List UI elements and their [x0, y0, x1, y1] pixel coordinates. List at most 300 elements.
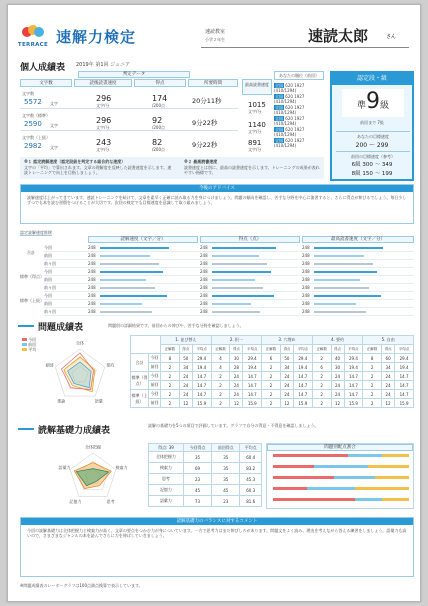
speed-row-value: 248 [302, 245, 310, 250]
distribution-segment [355, 498, 382, 501]
judge-row-2 [20, 111, 238, 131]
speed-row-value: 248 [302, 277, 310, 282]
speed-trend-row [44, 284, 414, 292]
speed-bar [100, 287, 155, 289]
cert-level [342, 89, 404, 117]
pt-row [131, 381, 414, 390]
cert-box [330, 71, 414, 181]
speed-row-value: 248 [200, 293, 208, 298]
distribution-segment [314, 465, 368, 468]
speed-row-value: 248 [302, 269, 310, 274]
pt-cell: 6 [262, 354, 281, 363]
legend-now: 今回 [22, 337, 36, 342]
max-speed-2: 1140 [248, 121, 266, 129]
pt-cell: 34 [179, 363, 192, 372]
range-label: 前回の目標速度（参考） [336, 151, 410, 159]
chars-unit: 文字 [50, 145, 58, 150]
header-underline [201, 47, 409, 48]
basic-radar-chart [48, 441, 138, 511]
rank-line: 全国 620 1927 (410/1294) [274, 94, 305, 104]
rank-line: 全国 620 1927 (410/1294) [274, 105, 305, 115]
pt-cell: 29.4 [192, 354, 211, 363]
speed-bar [212, 303, 251, 305]
bt-prev: 45 [212, 485, 240, 496]
speed-row-value: 248 [200, 309, 208, 314]
bt-row [149, 496, 262, 507]
speed-col-1: 読解速度（文字／分） [88, 236, 198, 243]
pt-cell: 14.7 [395, 372, 414, 381]
bt-now: 23 [183, 474, 211, 485]
pt-sub-head: 平均点 [192, 345, 211, 354]
speed-group-label: 合計 [27, 250, 35, 255]
max-speed-3: 891 [248, 139, 262, 147]
speed-value: 296 [96, 116, 112, 125]
note-right-head: ※２ 最高読書速度 [184, 159, 218, 164]
pt-cell: 2 [211, 372, 230, 381]
pt-cell: 34 [382, 363, 395, 372]
speed-trend-rows [20, 244, 414, 316]
pt-label: 前回 [149, 363, 161, 372]
score-unit: /200点 [152, 147, 165, 152]
pt-cell: 15.9 [395, 399, 414, 408]
pt-cell: 12 [331, 399, 344, 408]
footer-note: ※問題成績表のレーダーグラフは100点満点換算で表示しています。 [20, 583, 143, 588]
pt-sub-head: 平均点 [243, 345, 262, 354]
speed-bar [100, 279, 146, 281]
pt-cell: 40 [331, 354, 344, 363]
rank-line: 全国 620 1927 (410/1294) [274, 83, 305, 93]
speed-bar [314, 303, 356, 305]
speed-row-value: 248 [302, 261, 310, 266]
bt-head: 平均点 [240, 444, 262, 452]
speed-bar [314, 287, 369, 289]
pt-cell: 2 [363, 390, 382, 399]
pt-cell: 19.4 [243, 363, 262, 372]
pt-cell: 24 [230, 390, 243, 399]
pt-cell: 12 [179, 399, 192, 408]
speed-bar [212, 279, 255, 281]
note-left-head: ※１ 認定読解速度（認定段級を判定する総合的な速度） [24, 159, 126, 164]
chars-unit: 文字 [50, 101, 58, 106]
rank-list [274, 83, 324, 149]
student-name: 速読太郎 [308, 27, 369, 45]
pt-cell: 29.4 [293, 354, 312, 363]
pt-cell: 14.7 [243, 381, 262, 390]
advice-title: 今後のアドバイス [21, 185, 413, 192]
pt-cell: 12 [230, 399, 243, 408]
school-grade: 小学２年生 [205, 37, 225, 42]
speed-row-label: 前々回 [44, 285, 56, 290]
speed-row-label: 今回 [44, 293, 52, 298]
speed-bar [212, 255, 259, 257]
max-speed-unit: 文字/分 [248, 129, 262, 134]
bt-name: 記憶力 [149, 485, 184, 496]
note-left-body: 文字の「平均」で算出されます。文章の理解度を反映した読書速度を示します。速読トレーニングで向上を目指しましょう。 [24, 165, 172, 175]
speed-row-value: 248 [88, 309, 96, 314]
speed-value: 296 [96, 94, 112, 103]
max-speed-header: 最高読書速度 [242, 79, 272, 95]
problem-radar [20, 335, 126, 411]
pt-cell: 2 [312, 381, 331, 390]
pt-cell: 24 [331, 390, 344, 399]
speed-row-value: 248 [200, 245, 208, 250]
speed-col-2: 得点（点） [200, 236, 300, 243]
pt-cell: 2 [262, 381, 281, 390]
distribution-box [266, 443, 414, 509]
speed-col-3: 最高読書速度（文字／分） [302, 236, 414, 243]
speed-row-value: 248 [200, 277, 208, 282]
pt-sub-head: 得点 [179, 345, 192, 354]
speed-row-label: 前回 [44, 277, 52, 282]
bt-row [149, 485, 262, 496]
pt-sub-head: 得点 [280, 345, 293, 354]
pt-cell: 29.4 [395, 354, 414, 363]
bt-head: 前回得点 [212, 444, 240, 452]
bt-head: 今回得点 [183, 444, 211, 452]
pt-sub-head: 得点 [382, 345, 395, 354]
speed-bar [212, 271, 271, 273]
pt-row [131, 363, 414, 372]
pt-cell: 15.9 [344, 399, 363, 408]
speed-row-value: 248 [88, 245, 96, 250]
judge-row-3 [20, 133, 238, 153]
student-honorific: さん [386, 34, 397, 40]
distribution-segment [273, 498, 355, 501]
pt-group: 合計 [131, 354, 149, 372]
chars-unit: 文字 [50, 123, 58, 128]
distribution-segment [375, 476, 409, 479]
pt-cell: 29.4 [344, 354, 363, 363]
pt-cell: 50 [280, 354, 293, 363]
speed-bar [100, 247, 169, 249]
judge-header: 判定データ [78, 71, 190, 78]
speed-row-value: 248 [88, 293, 96, 298]
legend-avg: 平均 [22, 347, 36, 352]
advice-box [20, 184, 414, 224]
pt-cell: 14.7 [192, 381, 211, 390]
pt-cell: 24 [382, 372, 395, 381]
pt-row [131, 399, 414, 408]
distribution-segment [348, 454, 382, 457]
speed-bar [314, 247, 383, 249]
pt-cell: 19.4 [344, 363, 363, 372]
basic-desc: 読解の基礎力を5つの項目で評価しています。グラフで自分の得意・不得意を確認しましょう。 [148, 423, 319, 428]
speed-row-value: 248 [88, 253, 96, 258]
bt-avg: 45.3 [240, 474, 262, 485]
bt-name: 語彙力 [149, 496, 184, 507]
pt-cell: 19.4 [192, 363, 211, 372]
pt-label: 前回 [149, 381, 161, 390]
speed-bar [212, 311, 260, 313]
bt-prev: 35 [212, 463, 240, 474]
pt-cell: 14.7 [293, 390, 312, 399]
pt-label: 今回 [149, 354, 161, 363]
pt-cell: 2 [312, 399, 331, 408]
pt-cell: 24 [331, 372, 344, 381]
bt-row [149, 452, 262, 463]
pt-cell: 60 [382, 354, 395, 363]
speed-row-value: 248 [88, 301, 96, 306]
cert-prev: 前回まで 7級 [360, 120, 384, 125]
speed-bar [100, 271, 163, 273]
pt-cell: 24 [179, 372, 192, 381]
row-label: 文字数（標準） [22, 113, 50, 118]
speed-bar [314, 311, 366, 313]
pt-cell: 24 [280, 390, 293, 399]
pt-cell: 24 [280, 381, 293, 390]
pt-cell: 2 [312, 390, 331, 399]
score-unit: /200点 [152, 125, 165, 130]
speed-trend-row [44, 252, 414, 260]
speed-trend-row [44, 292, 414, 300]
pt-sub-head: 得点 [230, 345, 243, 354]
col-speed: 読後読書速度 [74, 79, 132, 87]
pt-sub-head: 正解数 [262, 345, 281, 354]
pt-cell: 50 [179, 354, 192, 363]
pt-cell: 2 [363, 372, 382, 381]
bt-name: 検索力 [149, 463, 184, 474]
speed-row-value: 248 [200, 261, 208, 266]
speed-unit: 文字/分 [96, 147, 110, 152]
pt-cell: 14.7 [192, 390, 211, 399]
pt-cell: 24 [179, 381, 192, 390]
pt-cell: 15.9 [192, 399, 211, 408]
pt-corner [131, 336, 161, 354]
speed-row-label: 前回 [44, 301, 52, 306]
speed-bar [212, 247, 276, 249]
pt-cell: 24 [331, 381, 344, 390]
pt-cell: 30 [331, 363, 344, 372]
speed-trend-row [44, 244, 414, 252]
pt-row [131, 390, 414, 399]
radar-axis-label: 細部 [45, 362, 54, 368]
speed-row-value: 248 [302, 253, 310, 258]
speed-bar [314, 255, 364, 257]
pt-sub-head: 平均点 [395, 345, 414, 354]
pt-cell: 34 [280, 363, 293, 372]
max-speed-1: 1015 [248, 101, 266, 109]
pt-cell: 24 [280, 372, 293, 381]
rank-line: 全国 620 1927 (410/1294) [274, 116, 305, 126]
target-value: 200 〜 299 [355, 142, 389, 149]
chars-value: 5572 [24, 98, 42, 106]
distribution-segment [273, 487, 307, 490]
pt-cell: 30 [230, 354, 243, 363]
rank-header: あなたの順位（前回） [274, 71, 324, 80]
target-label: あなたの目標速度 [336, 131, 410, 139]
time-value: 20分11秒 [192, 97, 222, 105]
pt-cell: 2 [363, 381, 382, 390]
brand-name: TERRACE [17, 42, 49, 48]
bt-avg: 60.4 [240, 452, 262, 463]
pt-cell: 24 [230, 381, 243, 390]
speed-trend-row [44, 260, 414, 268]
problem-table [130, 335, 414, 408]
speed-row-value: 248 [88, 277, 96, 282]
pt-sub-head: 平均点 [344, 345, 363, 354]
pt-cell: 14.7 [395, 381, 414, 390]
pt-cell: 2 [262, 363, 281, 372]
speed-row-value: 248 [200, 301, 208, 306]
pt-sub-head: 平均点 [293, 345, 312, 354]
pt-group: 標準（上級） [131, 390, 149, 408]
time-value: 9分22秒 [192, 119, 218, 127]
level-number: 9 [366, 89, 380, 114]
radar-axis-label: 思考 [106, 498, 115, 504]
radar-legend [22, 337, 36, 352]
bt-prev: 35 [212, 474, 240, 485]
speed-bar [100, 303, 142, 305]
rank-line: 全国 620 1927 (410/1294) [274, 127, 305, 137]
pt-cell: 14.7 [395, 390, 414, 399]
bt-avg: 83.2 [240, 463, 262, 474]
speed-bar [314, 295, 381, 297]
pt-cell: 4 [211, 363, 230, 372]
speed-unit: 文字/分 [96, 125, 110, 130]
speed-bar [100, 255, 150, 257]
level-suffix: 級 [380, 101, 390, 111]
pt-cell: 2 [161, 363, 180, 372]
speed-row-label: 今回 [44, 245, 52, 250]
pt-sub-head: 正解数 [363, 345, 382, 354]
basic-radar [48, 441, 138, 511]
school-name: 速読教室 [205, 29, 226, 35]
row-label: 文字数（上級） [22, 135, 50, 140]
pt-row [131, 354, 414, 363]
speed-table-title: 認定読解速度推移 [20, 230, 52, 235]
distribution-segment [368, 465, 409, 468]
pt-sub-head: 正解数 [161, 345, 180, 354]
bt-prev: 35 [212, 452, 240, 463]
problem-desc: 問題別の詳細結果です。前回からの伸びや、苦手な分野を確認しましょう。 [108, 323, 244, 328]
chars-value: 2982 [24, 142, 42, 150]
pt-cell: 8 [161, 354, 180, 363]
note-right-body: 読書速度とは別に、最高の読書速度を示します。トレーニングの成果が表れやすい指標です。 [184, 165, 320, 175]
bt-prev: 23 [212, 496, 240, 507]
bt-now: 69 [183, 463, 211, 474]
radar-axis-label: 全体 [76, 340, 84, 346]
pt-label: 前回 [149, 399, 161, 408]
comment-body: 今回の読解基礎力は全体把握力と検索力が高く、文章の要点をつかむ力が身についています。一方で思考力はまだ伸びしろがあります。問題文をよく読み、理由を考えながら答える練習をしましょう。語彙力も高いので、さまざまなジャンルの本を読んでさらに力を伸ばしていきましょう。 [27, 528, 407, 538]
pt-cell: 14.7 [243, 390, 262, 399]
pt-cell: 19.4 [395, 363, 414, 372]
pt-sub-head: 正解数 [312, 345, 331, 354]
pt-cell: 2 [312, 354, 331, 363]
bt-head: 得点: 39 [149, 444, 184, 452]
speed-row-value: 248 [200, 253, 208, 258]
bt-now: 73 [183, 496, 211, 507]
bt-avg: 60.3 [240, 485, 262, 496]
basic-title: 読解基礎力成績表 [38, 426, 111, 436]
level-prefix: 準 [356, 101, 366, 111]
pt-cell: 15.9 [243, 399, 262, 408]
pt-group-head: 3. 穴埋め [262, 336, 313, 345]
speed-row-label: 今回 [44, 269, 52, 274]
pt-cell: 2 [161, 381, 180, 390]
speed-group-label: 標準（得点） [20, 274, 44, 279]
distribution-segment [355, 487, 409, 490]
pt-cell: 2 [312, 372, 331, 381]
radar-axis-label: 全体把握 [85, 444, 101, 450]
basic-table [148, 443, 262, 507]
radar-axis-label: 語彙力 [58, 465, 71, 471]
speed-row-label: 前回 [44, 253, 52, 258]
pt-group-head: 1. 並び替え [161, 336, 212, 345]
pt-cell: 2 [161, 399, 180, 408]
speed-bar [314, 271, 377, 273]
score-value: 174 [152, 94, 168, 103]
bt-name: 全体把握力 [149, 452, 184, 463]
max-speed-values [242, 97, 272, 153]
distribution-segment [273, 476, 334, 479]
speed-bar [212, 287, 263, 289]
max-speed-unit: 文字/分 [248, 109, 262, 114]
speed-group-label: 標準（上級） [20, 298, 44, 303]
col-chars: 文字数 [20, 79, 72, 87]
pt-cell: 24 [382, 390, 395, 399]
rank-line: 全国 620 1927 (410/1294) [274, 138, 305, 148]
score-value: 82 [152, 138, 163, 147]
speed-row-value: 248 [200, 269, 208, 274]
speed-row-value: 248 [302, 285, 310, 290]
bt-now: 35 [183, 452, 211, 463]
pt-cell: 14.7 [192, 372, 211, 381]
speed-bar [314, 263, 373, 265]
speed-bar [100, 263, 159, 265]
speed-bar [212, 295, 274, 297]
speed-row-label: 前々回 [44, 309, 56, 314]
radar-axis-label: 検索力 [115, 465, 128, 471]
report-page [7, 4, 421, 602]
speed-row-label: 前々回 [44, 261, 56, 266]
col-time: 所要時間 [188, 79, 238, 87]
cert-title: 認定段・級 [332, 73, 412, 85]
pt-cell: 2 [211, 390, 230, 399]
bt-row [149, 474, 262, 485]
time-value: 9分22秒 [192, 141, 218, 149]
problem-section-bar [18, 325, 34, 327]
pt-cell: 12 [280, 399, 293, 408]
speed-row-value: 248 [302, 301, 310, 306]
bt-name: 思考 [149, 474, 184, 485]
pt-cell: 2 [211, 399, 230, 408]
speed-trend-row [44, 268, 414, 276]
pt-cell: 14.7 [243, 372, 262, 381]
radar-axis-label: 要約 [106, 362, 115, 368]
max-speed-unit: 文字/分 [248, 147, 262, 152]
pt-cell: 14.7 [344, 381, 363, 390]
pt-cell: 2 [161, 390, 180, 399]
report-title: 個人成績表 [20, 63, 66, 73]
speed-row-value: 248 [88, 269, 96, 274]
judge-table [20, 79, 238, 153]
distribution-segment [382, 498, 409, 501]
problem-title: 問題成績表 [38, 323, 84, 333]
logo-circles-icon [16, 24, 50, 38]
pt-cell: 2 [211, 381, 230, 390]
speed-row-value: 248 [200, 285, 208, 290]
exam-title: 速解力検定 [56, 28, 137, 46]
col-score: 得点 [134, 79, 186, 87]
distribution-segment [273, 465, 314, 468]
pt-cell: 28 [230, 363, 243, 372]
pt-cell: 2 [161, 372, 180, 381]
range-2: 8級 150 〜 199 [351, 171, 393, 177]
pt-cell: 14.7 [293, 372, 312, 381]
comment-box [20, 517, 414, 577]
radar-axis-label: 推論 [57, 398, 66, 404]
speed-bar [314, 279, 360, 281]
